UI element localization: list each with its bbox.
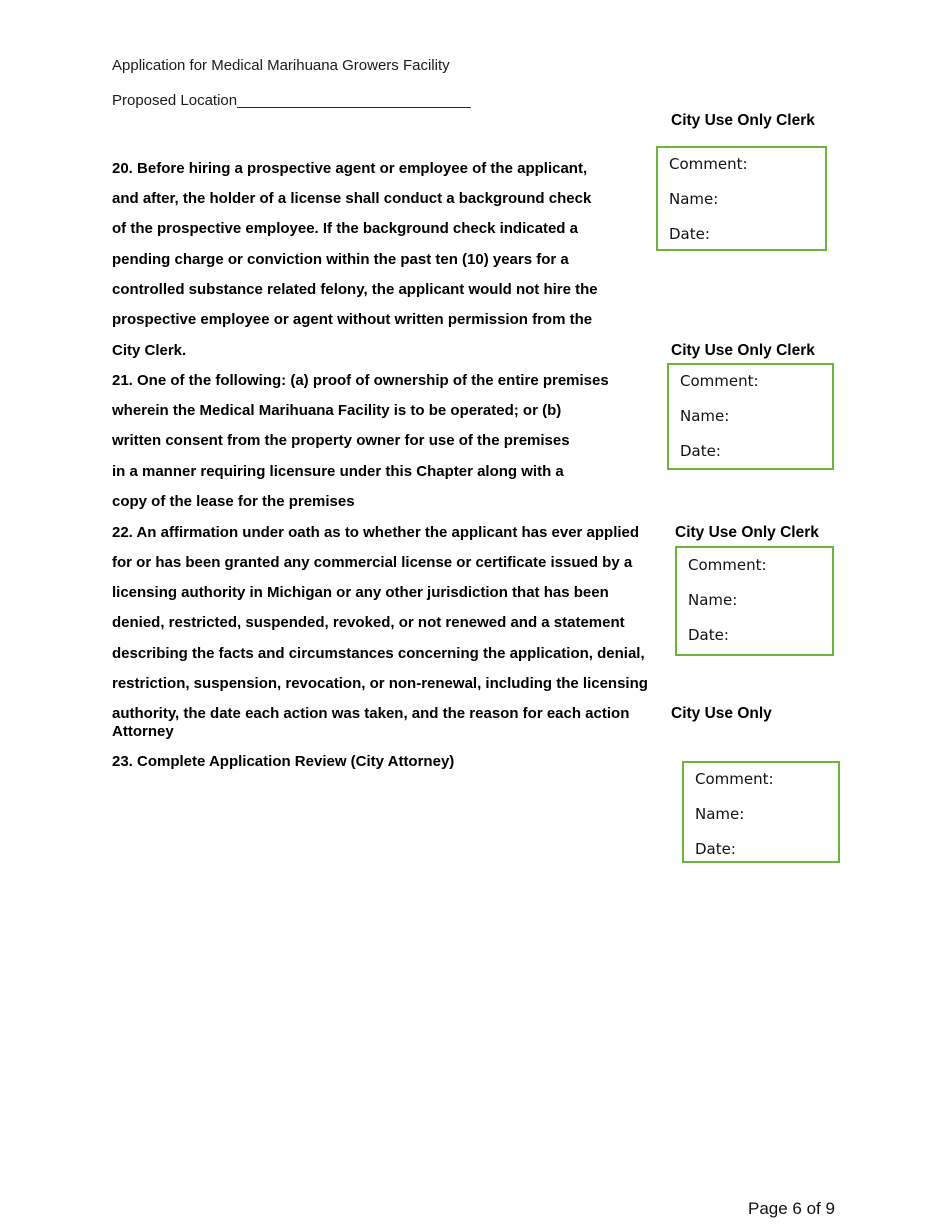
item-23-text-line: 23. Complete Application Review (City Attorney) [112,753,455,770]
item-22-text-line: denied, restricted, suspended, revoked, or not renewed and a statement [112,614,625,631]
item-20-text-line: prospective employee or agent without written permission from the [112,311,593,328]
name-label: Name: [688,591,738,609]
comment-label: Comment: [669,155,748,173]
item-21-text-line: 21. One of the following: (a) proof of ownership of the entire premises [112,372,609,389]
city-use-only-clerk-label-20: City Use Only Clerk [671,112,815,129]
attorney-review-box-23 [682,761,840,863]
proposed-location-blank-line: ____________________________ [237,92,471,109]
clerk-review-box-21 [667,363,834,470]
page-number: Page 6 of 9 [748,1199,835,1218]
city-use-only-attorney-label-cont: Attorney [112,723,174,740]
item-22-text-line: licensing authority in Michigan or any other jurisdiction that has been [112,584,609,601]
name-label: Name: [680,407,730,425]
date-label: Date: [695,840,736,858]
item-21-text-line: written consent from the property owner for use of the premises [112,432,570,449]
date-label: Date: [680,442,721,460]
item-20-text-line: of the prospective employee. If the background check indicated a [112,220,578,237]
date-label: Date: [688,626,729,644]
item-20-text-line: City Clerk. [112,342,187,359]
comment-label: Comment: [695,770,774,788]
city-use-only-clerk-label-21: City Use Only Clerk [671,342,815,359]
date-label: Date: [669,225,710,243]
item-20-text-line: and after, the holder of a license shall conduct a background check [112,190,592,207]
comment-label: Comment: [688,556,767,574]
item-22-text-line: 22. An affirmation under oath as to whether the applicant has ever applied [112,524,640,541]
city-use-only-clerk-label-22: City Use Only Clerk [675,524,819,541]
item-21-text-line: copy of the lease for the premises [112,493,355,510]
proposed-location-label: Proposed Location [112,92,238,109]
city-use-only-attorney-label: City Use Only [671,705,772,722]
item-22-text-line: restriction, suspension, revocation, or non-renewal, including the licensing [112,675,648,692]
item-20-text-line: 20. Before hiring a prospective agent or employee of the applicant, [112,160,588,177]
item-20-text-line: pending charge or conviction within the past ten (10) years for a [112,251,569,268]
item-22-text-line: for or has been granted any commercial license or certificate issued by a [112,554,633,571]
item-22-text-line: describing the facts and circumstances concerning the application, denial, [112,645,645,662]
clerk-review-box-20 [656,146,827,251]
form-title: Application for Medical Marihuana Growers Facility [112,57,450,74]
item-21-text-line: in a manner requiring licensure under this Chapter along with a [112,463,564,480]
item-20-text-line: controlled substance related felony, the applicant would not hire the [112,281,598,298]
name-label: Name: [669,190,719,208]
name-label: Name: [695,805,745,823]
clerk-review-box-22 [675,546,834,656]
comment-label: Comment: [680,372,759,390]
proposed-location-field [112,92,471,109]
item-21-text-line: wherein the Medical Marihuana Facility is to be operated; or (b) [112,402,562,419]
item-22-text-line: authority, the date each action was taken, and the reason for each action [112,705,630,722]
